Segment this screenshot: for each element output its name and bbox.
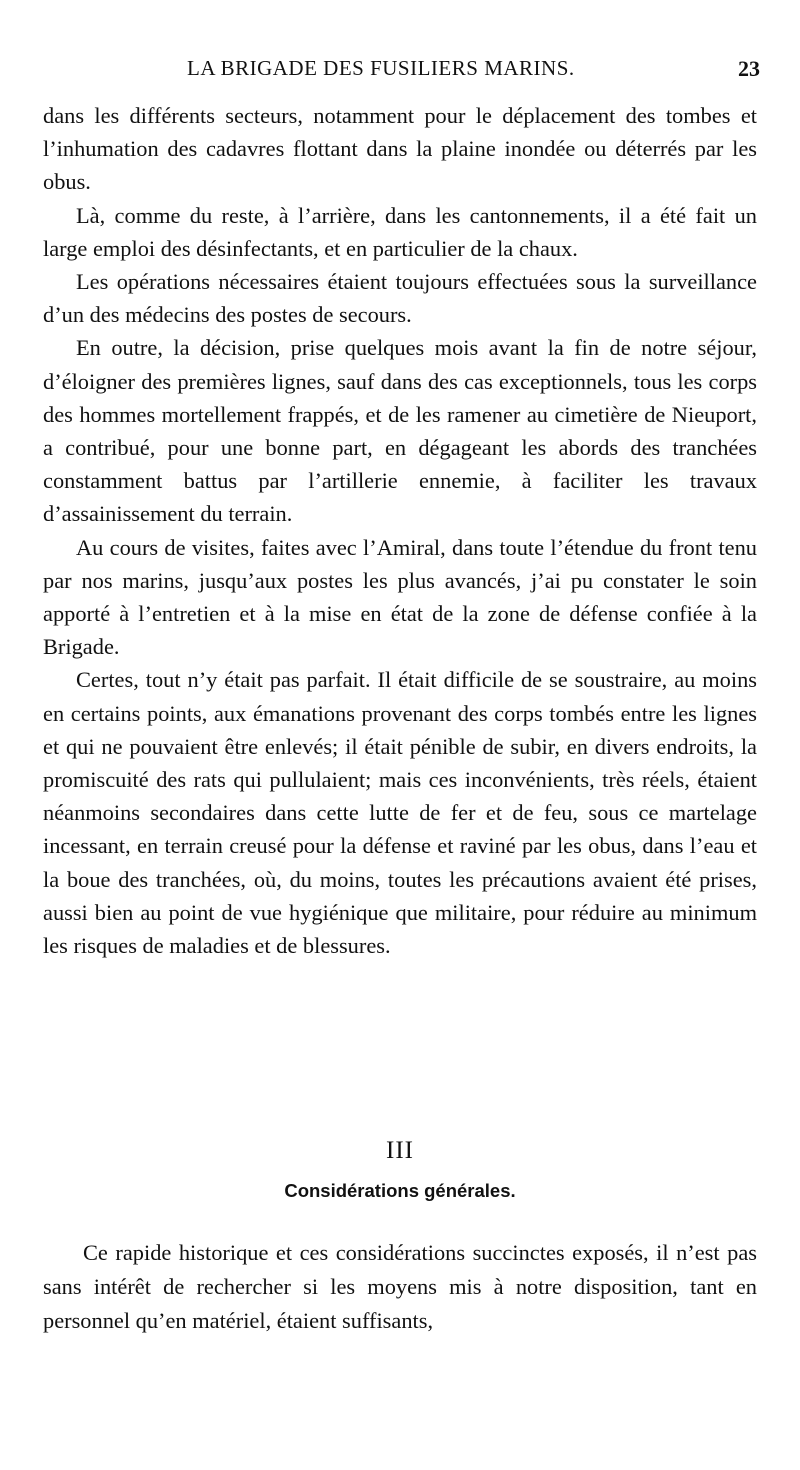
running-title: LA BRIGADE DES FUSILIERS MARINS. — [187, 56, 575, 80]
paragraph-1: dans les différents secteurs, notamment pour le déplacement des tombes et l’inhumation des cadavres flottant dans la plaine inondée ou déterrés par les obus. — [43, 103, 757, 195]
paragraph-4: En outre, la décision, prise quelques mois avant la fin de notre séjour, d’éloigner des premières lignes, sauf dans des cas exceptionnels, tous les corps des hommes mortellement frappés, et de les ramener au cimetière de Nieuport, a contribué, pour une bonne part, en dégageant les abords des tranchées constamment battus par l’artillerie ennemie, à faciliter les travaux d’assainissement du terrain. — [43, 335, 757, 527]
paragraph-5: Au cours de visites, faites avec l’Amiral, dans toute l’étendue du front tenu par nos marins, jusqu’aux postes les plus avancés, j’ai pu constater le soin apporté à l’entretien et à la mise en état de la zone de défense confiée à la Brigade. — [43, 534, 757, 660]
paragraph-6: Certes, tout n’y était pas parfait. Il était difficile de se soustraire, au moins en certains points, aux émanations provenant des corps tombés entre les lignes et qui ne pouvaient être enlevés; il était pénible de subir, en divers endroits, la promiscuité des rats qui pullulaient; mais ces inconvénients, très réels, étaient néanmoins secondaires dans cette lutte de fer et de feu, sous ce martelage incessant, en terrain creusé pour la défense et raviné par les obus, dans l’eau et la boue des tranchées, où, du moins, toutes les précautions avaient été prises, aussi bien au point de vue hygiénique que militaire, pour réduire au minimum les risques de maladies et de blessures. — [43, 667, 757, 959]
body-text — [43, 99, 757, 962]
section-number: III — [386, 1137, 414, 1164]
page-header — [40, 56, 760, 90]
section-title: Considérations générales. — [284, 1180, 516, 1201]
paragraph-3: Les opérations nécessaires étaient toujours effectuées sous la surveillance d’un des médecins des postes de secours. — [43, 269, 757, 328]
section-paragraph-1: Ce rapide historique et ces considérations succinctes exposés, il n’est pas sans intérêt de rechercher si les moyens mis à notre disposition, tant en personnel qu’en matériel, étaient suffisants, — [43, 1240, 757, 1333]
paragraph-2: Là, comme du reste, à l’arrière, dans les cantonnements, il a été fait un large emploi des désinfectants, et en particulier de la chaux. — [43, 202, 757, 261]
page-number: 23 — [738, 56, 760, 81]
section-body-text — [43, 1236, 757, 1338]
